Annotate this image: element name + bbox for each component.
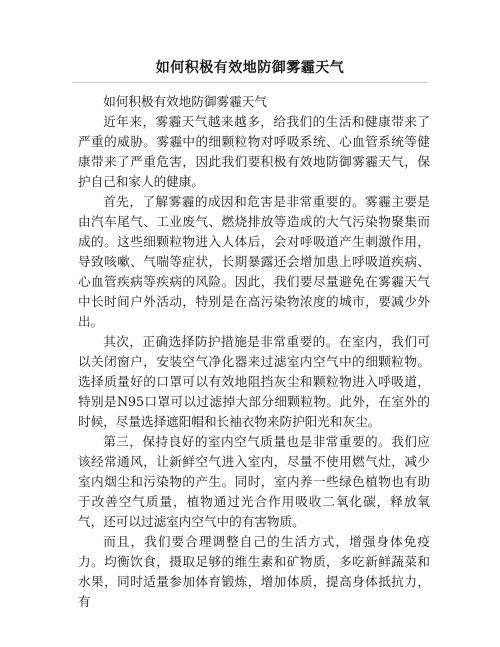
document-body [78,92,430,612]
document-title: 如何积极有效地防御雾霾天气 [155,60,345,76]
paragraph-causes: 首先，了解雾霾的成因和危害是非常重要的。雾霾主要是由汽车尾气、工业废气、燃烧排放等造成的大气污染物聚集而成的。这些细颗粒物进入人体后，会对呼吸道产生刺激作用，导致咳嗽、气喘等症状，长期暴露还会增加患上呼吸道疾病、心血管疾病等疾病的风险。因此，我们要尽量避免在雾霾天气中长时间户外活动，特别是在高污染物浓度的城市，要减少外出。 [78,194,430,329]
paragraph-lifestyle: 而且，我们要合理调整自己的生活方式，增强身体免疫力。均衡饮食，摄取足够的维生素和矿物质，多吃新鲜蔬菜和水果，同时适量参加体育锻炼，增加体质，提高身体抵抗力，有 [78,534,430,609]
paragraph-indoor-air: 第三，保持良好的室内空气质量也是非常重要的。我们应该经常通风，让新鲜空气进入室内，尽量不使用燃气灶，减少室内烟尘和污染物的产生。同时，室内养一些绿色植物也有助于改善空气质量，植物通过光合作用吸收二氧化碳，释放氧气，还可以过滤室内空气中的有害物质。 [78,434,430,529]
title-divider [72,82,428,83]
document-subtitle: 如何积极有效地防御雾霾天气 [103,94,267,109]
paragraph-intro: 近年来，雾霾天气越来越多，给我们的生活和健康带来了严重的威胁。雾霾中的细颗粒物对呼吸系统、心血管系统等健康带来了严重危害，因此我们要积极有效地防御雾霾天气，保护自己和家人的健康。 [78,114,430,189]
paragraph-protection: 其次，正确选择防护措施是非常重要的。在室内，我们可以关闭窗户，安装空气净化器来过滤室内空气中的细颗粒物。选择质量好的口罩可以有效地阻挡灰尘和颗粒物进入呼吸道，特别是N95口罩可以过滤掉大部分细颗粒物。此外，在室外的时候，尽量选择遮阳帽和长袖衣物来防护阳光和灰尘。 [78,334,430,429]
